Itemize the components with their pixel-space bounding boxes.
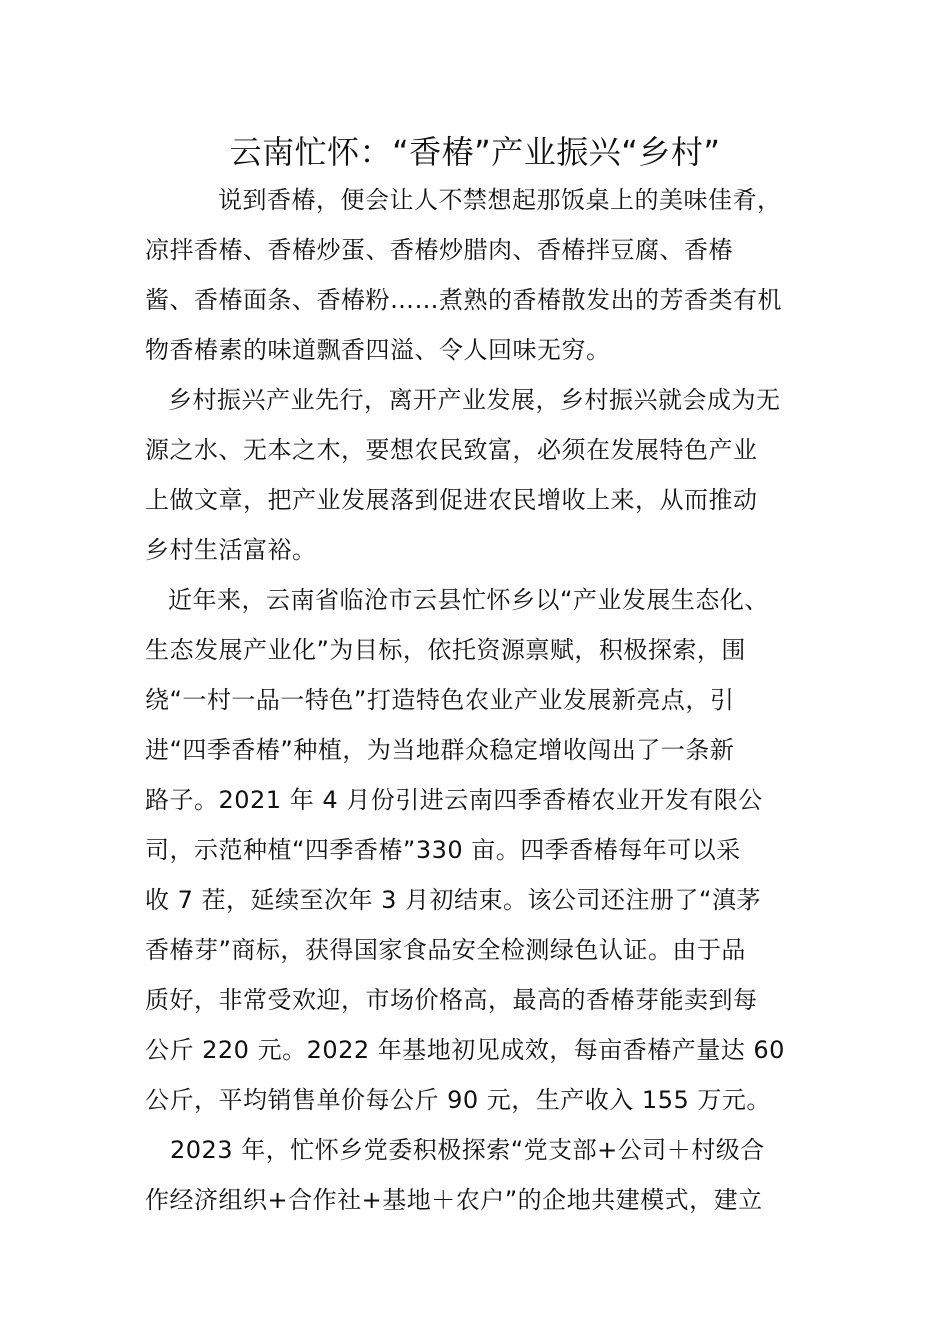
text-line: 公斤，平均销售单价每公斤 90 元，生产收入 155 万元。	[145, 1086, 771, 1114]
text-line: 公斤 220 元。2022 年基地初见成效，每亩香椿产量达 60	[145, 1036, 785, 1064]
text-line: 作经济组织+合作社+基地＋农户”的企地共建模式，建立	[145, 1186, 763, 1214]
text-line: 源之水、无本之木，要想农民致富，必须在发展特色产业	[145, 436, 758, 464]
text-line: 2023 年，忙怀乡党委积极探索“党支部+公司＋村级合	[170, 1136, 765, 1164]
text-line: 司，示范种植“四季香椿”330 亩。四季香椿每年可以采	[145, 836, 741, 864]
text-line: 物香椿素的味道飘香四溢、令人回味无穷。	[145, 336, 611, 364]
text-line: 乡村生活富裕。	[145, 536, 317, 564]
text-line: 酱、香椿面条、香椿粉……煮熟的香椿散发出的芳香类有机	[145, 286, 782, 314]
text-line: 说到香椿，便会让人不禁想起那饭桌上的美味佳肴，	[218, 186, 782, 214]
text-line: 绕“一村一品一特色”打造特色农业产业发展新亮点，引	[145, 686, 735, 714]
text-line: 生态发展产业化”为目标，依托资源禀赋，积极探索，围	[145, 636, 746, 664]
text-line: 近年来，云南省临沧市云县忙怀乡以“产业发展生态化、	[168, 586, 769, 614]
text-line: 收 7 茬，延续至次年 3 月初结束。该公司还注册了“滇茅	[145, 886, 761, 914]
text-line: 进“四季香椿”种植，为当地群众稳定增收闯出了一条新	[145, 736, 735, 764]
text-line: 乡村振兴产业先行，离开产业发展，乡村振兴就会成为无	[168, 386, 781, 414]
text-line: 路子。2021 年 4 月份引进云南四季香椿农业开发有限公	[145, 786, 763, 814]
text-line: 香椿芽”商标，获得国家食品安全检测绿色认证。由于品	[145, 936, 746, 964]
text-line: 质好，非常受欢迎，市场价格高，最高的香椿芽能卖到每	[145, 986, 758, 1014]
text-line: 凉拌香椿、香椿炒蛋、香椿炒腊肉、香椿拌豆腐、香椿	[145, 236, 733, 264]
text-line: 上做文章，把产业发展落到促进农民增收上来，从而推动	[145, 486, 758, 514]
document-title: 云南忙怀：“香椿”产业振兴“乡村”	[229, 133, 721, 171]
